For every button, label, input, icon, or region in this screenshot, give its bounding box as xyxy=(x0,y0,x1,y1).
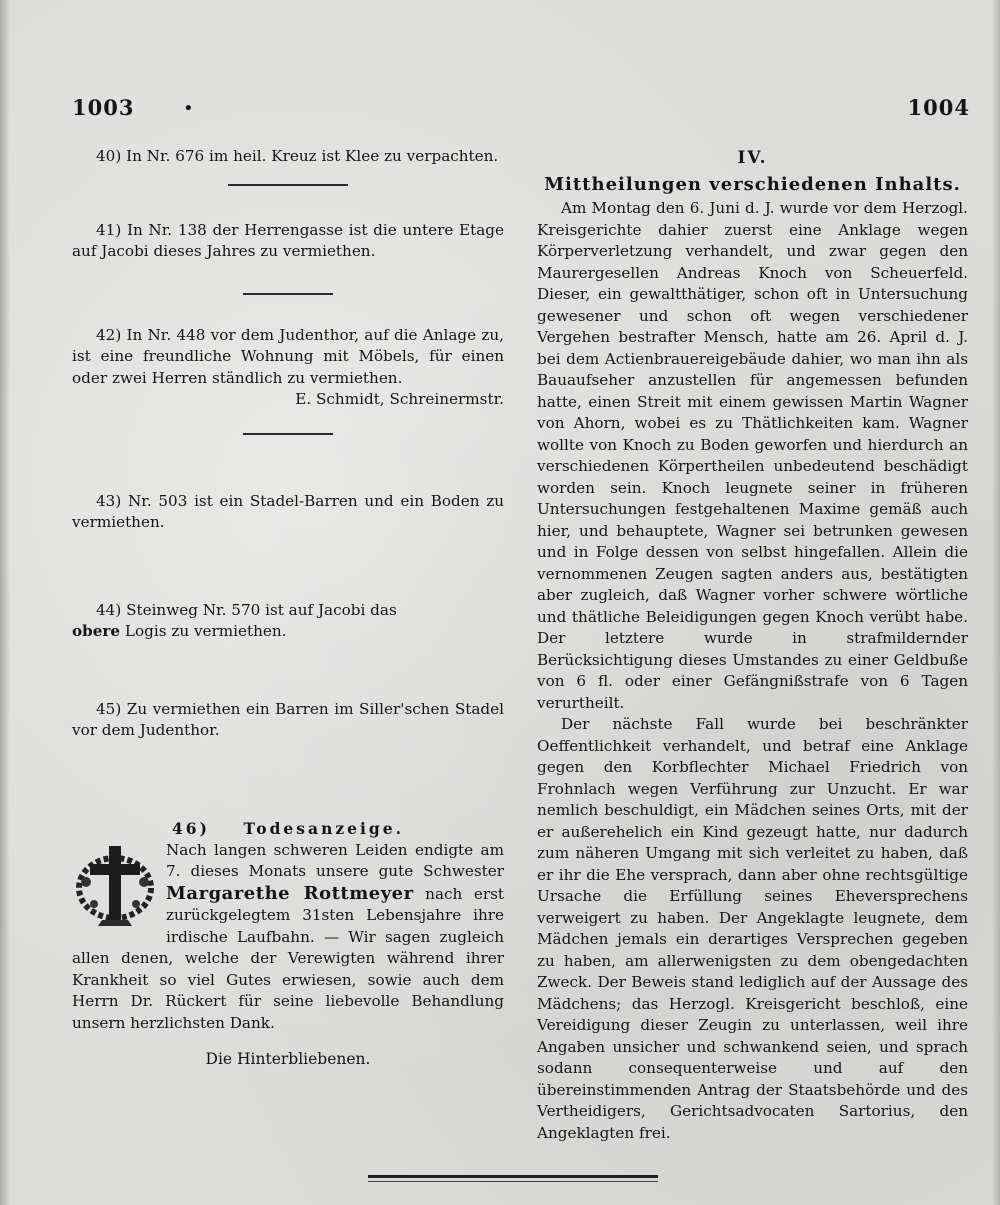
ad-44-text-a: 44) Steinweg Nr. 570 ist auf Jacobi das xyxy=(96,600,397,619)
page-number-left: 1003 xyxy=(72,95,135,120)
ad-43: 43) Nr. 503 ist ein Stadel-Barren und ein Boden zu vermiethen. xyxy=(72,491,504,531)
death-notice-signature: Die Hinterbliebenen. xyxy=(205,1050,371,1068)
section-number: IV. xyxy=(737,148,768,168)
death-notice-text-b: nach erst zurückgelegtem 31sten Lebensjahre ihre irdische Laufbahn. — Wir sagen zugleich allen denen, welche der Verewigten während ihrer Krankheit so viel Gutes erwiesen, sowie auch dem Herrn Dr. Rückert für seine liebevolle Behandlung unsern herzlichsten Dank. xyxy=(72,884,504,1032)
footer-rule xyxy=(368,1175,658,1178)
death-notice-text-a: Nach langen schweren Leiden endigte am 7. dieses Monats unsere gute Schwester xyxy=(166,840,504,880)
page-edge-shadow-left xyxy=(0,0,10,1205)
report-paragraph-2: Der nächste Fall wurde bei beschränkter Oeffentlichkeit verhandelt, und betraf eine Anklage gegen den Korbflechter Michael Friedrich von Frohnlach wegen Verführung zur Unzucht. Er war nemlich beschuldigt, ein Mädchen seines Orts, mit der er außerehelich ein Kind gezeugt hatte, nur dadurch zum näheren Umgang mit sich verleitet zu haben, daß er ihr die Ehe versprach, dann aber ohne rechtsgültige Ursache die Erfüllung seines Eheversprechens verweigert zu haben. Der Angeklagte leugnete, dem Mädchen jemals ein derartiges Versprechen gegeben zu haben, am allerwenigsten zu dem obengedachten Zweck. Der Beweis stand lediglich auf der Aussage des Mädchens; das Herzogl. Kreisgericht beschloß, eine Vereidigung dieser Zeugin zu unterlassen, weil ihre Angaben unsicher und schwankend seien, und sprach sodann consequenterweise und auf den übereinstimmenden Antrag der Staatsbehörde und des Vertheidigers, Gerichtsadvocaten Sartorius, den Angeklagten frei. xyxy=(537,715,968,1142)
ad-42: 42) In Nr. 448 vor dem Judenthor, auf die Anlage zu, ist eine freundliche Wohnung mit Möbels, für einen oder zwei Herren ständlich zu vermiethen. xyxy=(72,325,504,387)
deceased-name: Margarethe Rottmeyer xyxy=(166,882,414,904)
death-notice-number: 46) xyxy=(172,818,210,838)
section-title: Mittheilungen verschiedenen Inhalts. xyxy=(544,174,961,195)
ad-42-signature: E. Schmidt, Schreinermstr. xyxy=(295,390,504,408)
ad-44-text-b: Logis zu vermiethen. xyxy=(124,622,287,640)
page-number-right: 1004 xyxy=(907,95,970,120)
death-notice-title: Todesanzeige. xyxy=(243,818,404,838)
death-notice xyxy=(72,818,504,1071)
ad-44 xyxy=(72,600,504,643)
page-edge-shadow-right xyxy=(992,0,1000,1205)
left-column xyxy=(72,146,504,1070)
ad-40: 40) In Nr. 676 im heil. Kreuz ist Klee zu verpachten. xyxy=(96,147,499,165)
footer-rule-thin xyxy=(368,1181,658,1182)
ad-41: 41) In Nr. 138 der Herrengasse ist die untere Etage auf Jacobi dieses Jahres zu vermiethen. xyxy=(72,220,504,260)
header-dot: • xyxy=(183,98,194,119)
right-column xyxy=(537,146,968,1144)
ad-44-bold: obere xyxy=(72,622,121,640)
report-paragraph-1: Am Montag den 6. Juni d. J. wurde vor dem Herzogl. Kreisgerichte dahier zuerst eine Anklage wegen Körperverletzung verhandelt, und zwar gegen den Maurergesellen Andreas Knoch von Scheuerfeld. Dieser, ein gewaltthätiger, schon oft in Untersuchung gewesener und schon oft wegen verschiedener Vergehen bestrafter Mensch, hatte am 26. April d. J. bei dem Actienbrauereigebäude dahier, wo man ihn als Bauaufseher anzustellen für angemessen befunden hatte, einen Streit mit einem gewissen Martin Wagner von Ahorn, wobei es zu Thätlichkeiten kam. Wagner wollte von Knoch zu Boden geworfen und hierdurch an verschiedenen Körpertheilen unbedeutend beschädigt worden sein. Knoch leugnete seiner in früheren Untersuchungen festgehaltenen Maxime gemäß auch hier, und behauptete, Wagner sei betrunken gewesen und in Folge dessen von selbst hingefallen. Allein die vernommenen Zeugen sagten anders aus, bestätigten aber zugleich, daß Wagner vorher schwere wörtliche und thätliche Beleidigungen gegen Knoch verübt habe. Der letztere wurde in strafmildernder Berücksichtigung dieses Umstandes zu einer Geldbuße von 6 fl. oder einer Gefängnißstrafe von 6 Tagen verurtheilt. xyxy=(537,199,968,712)
cross-wreath-icon xyxy=(72,842,158,928)
ad-45: 45) Zu vermiethen ein Barren im Siller'schen Stadel vor dem Judenthor. xyxy=(72,699,504,739)
death-notice-heading xyxy=(72,818,504,840)
